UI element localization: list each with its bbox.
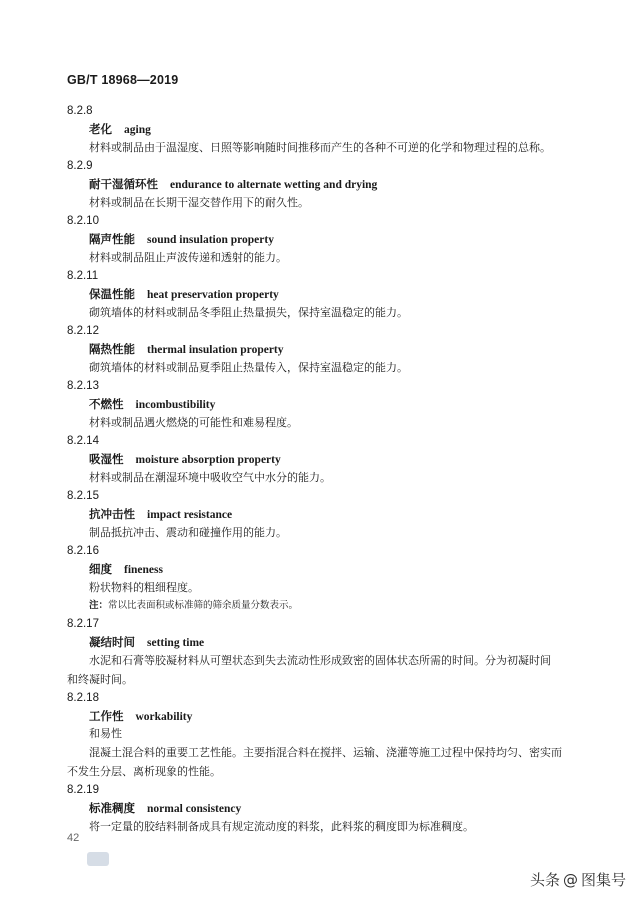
term-heading: [67, 799, 587, 817]
term-chinese: 吸湿性: [89, 452, 124, 466]
term-definition: 材料或制品由于温湿度、日照等影响随时间推移而产生的各种不可逆的化学和物理过程的总称。: [89, 141, 551, 154]
clause-number: 8.2.9: [67, 160, 93, 172]
clause-number: 8.2.19: [67, 784, 99, 796]
term-heading: [67, 175, 587, 193]
term-entry: [67, 212, 587, 267]
publisher-logo-icon: [87, 852, 109, 866]
term-chinese: 抗冲击性: [89, 507, 135, 521]
term-heading: [67, 707, 587, 725]
note-text: 常以比表面积或标准筛的筛余质量分数表示。: [108, 600, 299, 611]
term-entry: [67, 377, 587, 432]
term-chinese: 隔热性能: [89, 342, 135, 356]
clause-number: 8.2.11: [67, 270, 99, 282]
standard-code-header: GB/T 18968—2019: [67, 73, 179, 87]
clause-number: 8.2.16: [67, 545, 99, 557]
term-english: workability: [135, 711, 193, 723]
term-entry: [67, 487, 587, 542]
clause-number: 8.2.12: [67, 325, 99, 337]
term-chinese: 保温性能: [89, 287, 135, 301]
term-definition: 砌筑墙体的材料或制品夏季阻止热量传入，保持室温稳定的能力。: [89, 361, 408, 374]
term-chinese: 凝结时间: [89, 635, 135, 649]
term-english: heat preservation property: [147, 289, 279, 301]
term-english: incombustibility: [135, 399, 216, 411]
clause-number: 8.2.13: [67, 380, 99, 392]
watermark-prefix: 头条: [529, 871, 560, 889]
term-definition: 材料或制品遇火燃烧的可能性和难易程度。: [89, 416, 298, 429]
clause-number: 8.2.14: [67, 435, 99, 447]
term-definition: 材料或制品在潮湿环境中吸收空气中水分的能力。: [89, 471, 331, 484]
definition-line: 水泥和石膏等胶凝材料从可塑状态到失去流动性形成致密的固体状态所需的时间。分为初凝时间: [89, 654, 551, 667]
term-definition: 砌筑墙体的材料或制品冬季阻止热量损失，保持室温稳定的能力。: [89, 306, 408, 319]
term-definition: [67, 743, 587, 781]
term-chinese: 标准稠度: [89, 801, 135, 815]
term-heading: [67, 340, 587, 358]
definition-line: 和终凝时间。: [67, 673, 133, 686]
term-heading: [67, 285, 587, 303]
term-entry: [67, 781, 587, 836]
term-entry: [67, 542, 587, 615]
note-label: 注：: [89, 600, 109, 611]
term-heading: [67, 120, 587, 138]
term-english: endurance to alternate wetting and drying: [170, 179, 378, 191]
term-entry: [67, 689, 587, 781]
term-chinese: 细度: [89, 562, 112, 576]
term-chinese: 耐干湿循环性: [89, 177, 158, 191]
watermark-account: 图集号: [580, 871, 626, 889]
term-definition: 材料或制品在长期干湿交替作用下的耐久性。: [89, 196, 309, 209]
term-english: sound insulation property: [147, 234, 274, 246]
term-heading: [67, 560, 587, 578]
term-english: impact resistance: [147, 509, 233, 521]
source-watermark: [530, 869, 626, 890]
term-heading: [67, 230, 587, 248]
term-english: setting time: [147, 637, 205, 649]
term-english: thermal insulation property: [147, 344, 284, 356]
clause-number: 8.2.15: [67, 490, 99, 502]
term-entry: [67, 322, 587, 377]
term-chinese: 隔声性能: [89, 232, 135, 246]
term-heading: [67, 505, 587, 523]
term-entry: [67, 432, 587, 487]
term-english: normal consistency: [147, 803, 242, 815]
definition-line: 不发生分层、离析现象的性能。: [67, 765, 221, 778]
term-note: [67, 597, 587, 615]
term-definition: 粉状物料的粗细程度。: [89, 581, 199, 594]
term-chinese: 不燃性: [89, 397, 124, 411]
watermark-at: @: [562, 870, 578, 889]
terms-list: [67, 102, 587, 836]
term-entry: [67, 615, 587, 689]
term-definition: 制品抵抗冲击、震动和碰撞作用的能力。: [89, 526, 287, 539]
term-english: moisture absorption property: [135, 454, 281, 466]
term-english: fineness: [124, 564, 163, 576]
clause-number: 8.2.17: [67, 618, 99, 630]
term-chinese: 工作性: [89, 709, 124, 723]
term-heading: [67, 395, 587, 413]
term-english: aging: [124, 124, 151, 136]
term-entry: [67, 267, 587, 322]
term-entry: [67, 102, 587, 157]
term-heading: [67, 450, 587, 468]
clause-number: 8.2.18: [67, 692, 99, 704]
term-alias: 和易性: [89, 727, 122, 740]
term-entry: [67, 157, 587, 212]
clause-number: 8.2.10: [67, 215, 99, 227]
page-number: 42: [67, 832, 80, 844]
term-definition: [67, 651, 587, 689]
term-heading: [67, 633, 587, 651]
clause-number: 8.2.8: [67, 105, 93, 117]
definition-line: 混凝土混合料的重要工艺性能。主要指混合料在搅拌、运输、浇灌等施工过程中保持均匀、密实而: [89, 746, 562, 759]
term-definition: 将一定量的胶结料制备成具有规定流动度的料浆，此料浆的稠度即为标准稠度。: [89, 820, 474, 833]
term-definition: 材料或制品阻止声波传递和透射的能力。: [89, 251, 287, 264]
term-chinese: 老化: [89, 122, 112, 136]
